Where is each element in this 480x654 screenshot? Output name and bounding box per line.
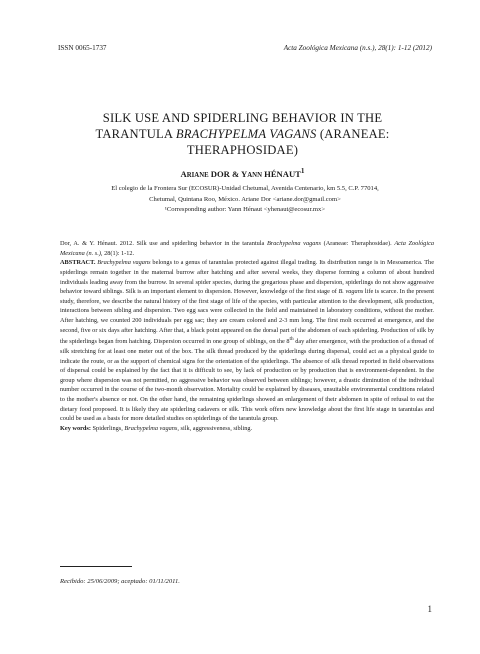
- issn: ISSN 0065-1737: [58, 44, 107, 52]
- keywords-text: , silk, aggressiveness, sibling.: [177, 424, 253, 432]
- keywords-text: Spiderlings,: [90, 424, 125, 432]
- author-initial: A: [180, 168, 187, 179]
- author-name: DOR &: [208, 168, 242, 179]
- author-initial: Y: [241, 168, 248, 179]
- citation-text: 28(1): 1-12.: [102, 249, 135, 257]
- author-footnote-mark: 1: [300, 167, 305, 175]
- abstract-body: day after emergence, with the production of a thread of silk stretching for at least one meter out of the box. The silk thread produced by the spiderlings during dispersal, could act as a physical guide to indicate the route, or as the support of chemical signs for the orientation of the spiderlings. The absence of silk thread reported in field observations of dispersal could be explained by the fact that it is difficult to see, by lack of production or by production that is environment-dependent. In the group where dispersion was not permitted, no aggressive behavior was observed between siblings; however, a drastic diminution of the individual number occurred in the course of the two-month observation. Mortality could be explained by diseases, unsuitable environmental conditions related to the mother's absence or not. On the other hand, the remaining spiderlings showed an enlargement of their abdomen in spite of refusal to eat the dietary food proposed. It is likely they ate spiderling cadavers or silk. This work offers new knowledge about the first life stage in tarantulas and could be used as a basis for more detailed studies on spiderlings of the tarantula group.: [60, 338, 434, 423]
- title-line-1: SILK USE AND SPIDERLING BEHAVIOR IN THE: [102, 111, 383, 125]
- citation-text: Dor, A. & Y. Hénaut. 2012. Silk use and spiderling behavior in the tarantula: [60, 240, 267, 247]
- citation: [60, 239, 434, 258]
- ordinal-suffix: th: [289, 336, 294, 343]
- received-dates: Recibido: 25/06/2009; aceptado: 01/11/2011.: [60, 578, 180, 585]
- title-text: TARANTULA: [95, 127, 176, 141]
- abstract-species: B. vagans: [338, 288, 364, 296]
- author-list: [60, 167, 425, 179]
- citation-journal: Acta Zoológica Mexicana (n. s.),: [60, 240, 435, 257]
- keywords-species: Brachypelma vagans: [124, 424, 178, 432]
- running-header: [58, 44, 432, 52]
- corresponding-author: ¹Corresponding author: Yann Hénaut <yhenaut@ecosur.mx>: [164, 206, 326, 213]
- affiliation: [58, 184, 432, 216]
- title-line-2: [60, 126, 425, 142]
- author-smallcaps: RIANE: [186, 171, 209, 179]
- article-title: [60, 110, 425, 158]
- journal-citation: Acta Zoológica Mexicana (n.s.), 28(1): 1-12 (2012): [283, 44, 432, 52]
- keywords-label: Key words:: [60, 424, 91, 432]
- author-smallcaps: ANN: [247, 171, 262, 179]
- author-name: HÉNAUT: [261, 168, 301, 179]
- abstract-species: Brachypelma vagans: [97, 259, 151, 267]
- citation-species: Brachypelma vagans: [266, 240, 321, 247]
- abstract-text: [60, 258, 434, 424]
- affiliation-line: Chetumal, Quintana Roo, México. Ariane Dor <ariane.dor@gmail.com>: [149, 195, 341, 203]
- title-line-3: THERAPHOSIDAE): [186, 143, 299, 157]
- abstract-body: belongs to a genus of tarantulas protected against illegal trading. Its distribution range is in Mesoamerica. The spiderlings remain together in the maternal burrow after hatching and after several weeks, they disperse forming a column of about hundred individuals leading away from the burrow. In several spider species, during the gregarious phase and dispersion, spiderlings do not show aggressive behavior toward siblings. Silk is an important element to dispersion. However, knowledge of the first stage of: [60, 259, 434, 296]
- abstract-block: [60, 239, 434, 434]
- abstract-label: ABSTRACT.: [60, 259, 96, 267]
- affiliation-line: El colegio de la Frontera Sur (ECOSUR)-Unidad Chetumal, Avenida Centenario, km 5.5, C.P. 77014,: [111, 185, 379, 192]
- abstract-body: life is scarce. In the present study, therefore, we describe the natural history of the first stage of life of the species, with particular attention to the development, silk production, interactions between sibling and dispersion. Two egg sacs were collected in the field and maintained in laboratory conditions, without the mother. After hatching, we counted 200 individuals per egg sac; they are cream colored and 2-3 mm long. The first molt occurred at emergence, and the second, five or six days after hatching. After that, a black point appeared on the dorsal part of the abdomen of each spiderling. Production of silk by the spiderlings began from hatching. Dispersion occurred in one group of siblings, on the 8: [60, 288, 434, 346]
- footnote-rule: [60, 566, 132, 567]
- citation-text: (Araneae: Theraphosidae).: [321, 240, 395, 247]
- page-number: 1: [427, 604, 432, 614]
- title-species: BRACHYPELMA VAGANS: [175, 127, 317, 141]
- keywords: [60, 424, 434, 434]
- title-text: (ARANEAE:: [316, 127, 390, 141]
